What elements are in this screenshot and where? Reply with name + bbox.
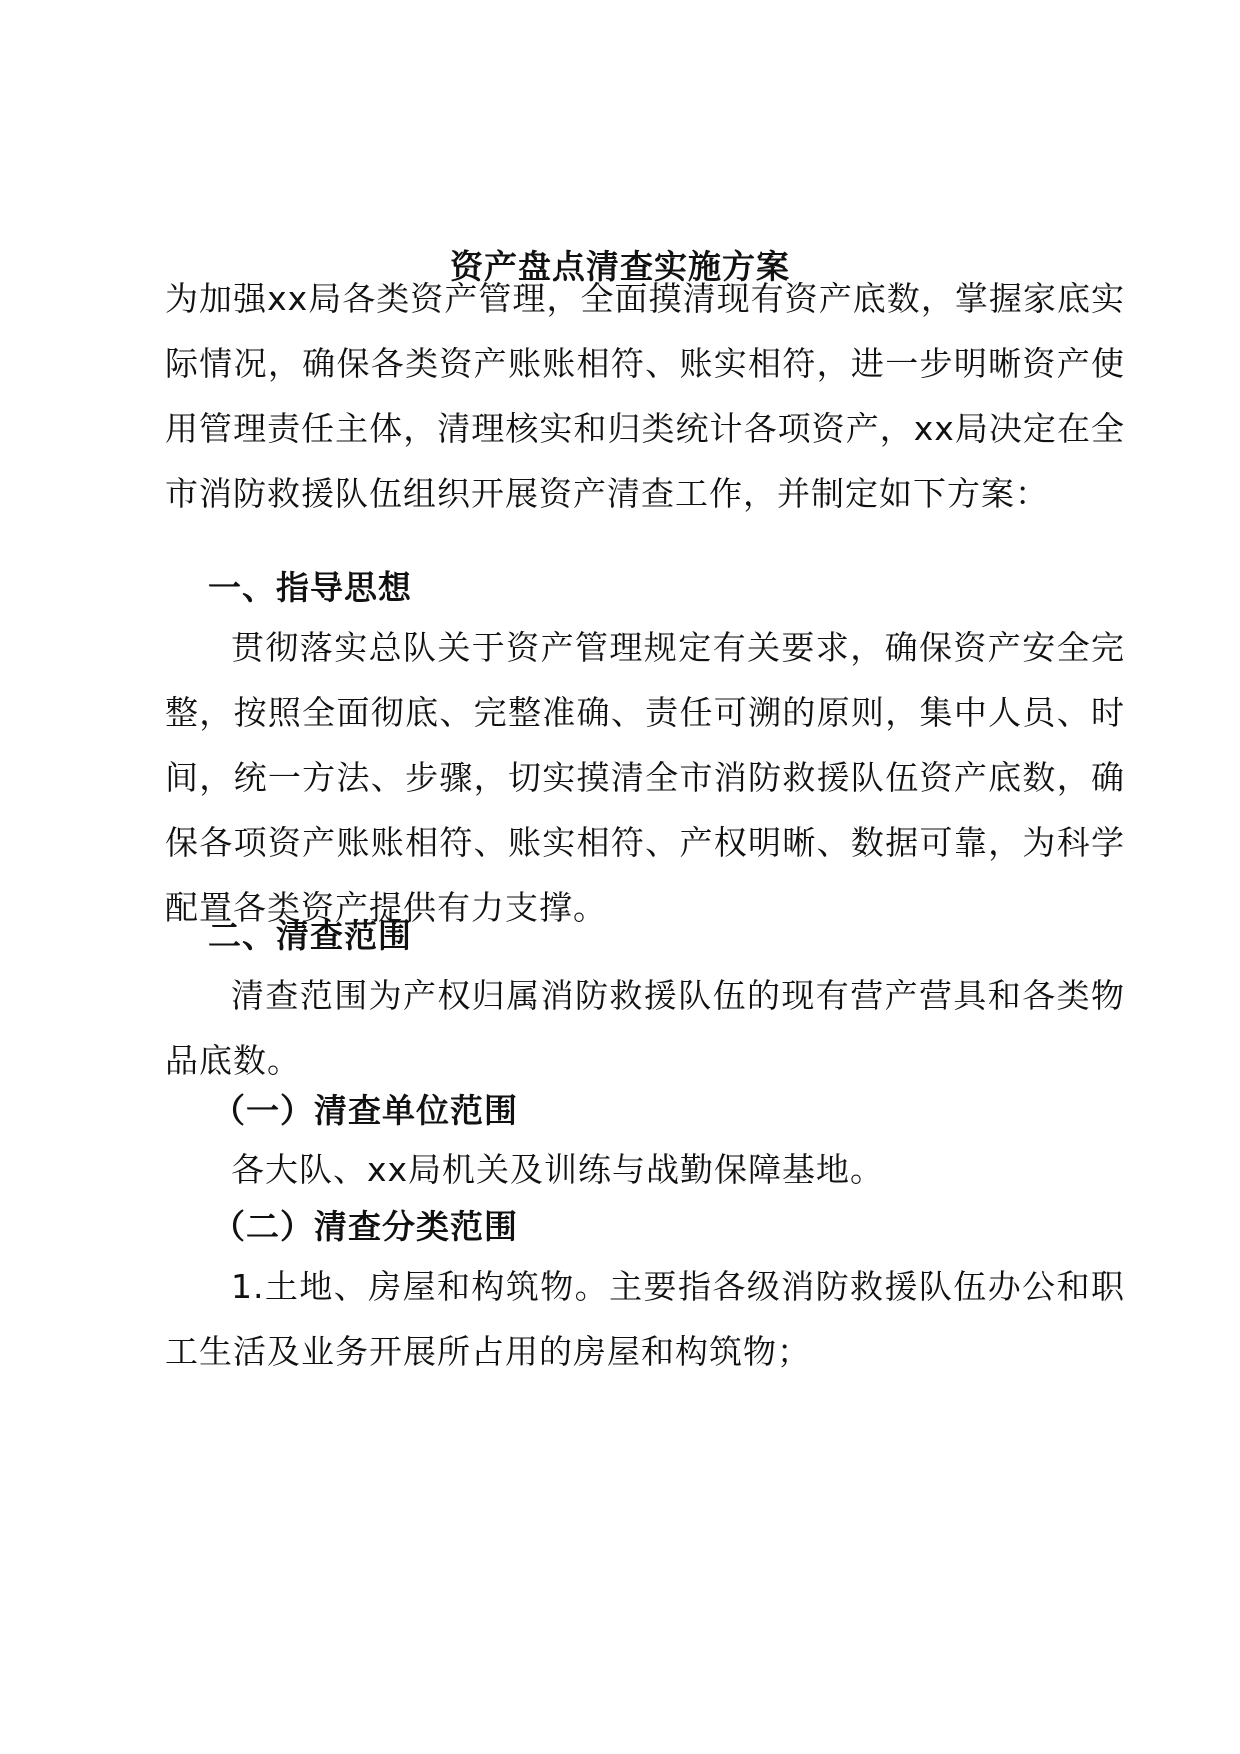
subsection-2-heading: （二）清查分类范围 — [212, 1207, 518, 1246]
intro-paragraph: 为加强xx局各类资产管理，全面摸清现有资产底数，掌握家底实际情况，确保各类资产账账相符、账实相符，进一步明晰资产使用管理责任主体，清理核实和归类统计各项资产，xx局决定在全市消防救援队伍组织开展资产清查工作，并制定如下方案： — [165, 279, 1125, 513]
section-2-heading: 二、清查范围 — [208, 916, 412, 955]
section-2-paragraph: 清查范围为产权归属消防救援队伍的现有营产营具和各类物品底数。 — [165, 976, 1125, 1080]
subsection-1-paragraph: 各大队、xx局机关及训练与战勤保障基地。 — [231, 1150, 885, 1189]
section-1-heading: 一、指导思想 — [208, 568, 412, 607]
subsection-1-heading: （一）清查单位范围 — [212, 1091, 518, 1130]
document-title: 资产盘点清查实施方案 — [450, 247, 790, 286]
subsection-2-item-1: 1.土地、房屋和构筑物。主要指各级消防救援队伍办公和职工生活及业务开展所占用的房屋和构筑物； — [165, 1267, 1125, 1371]
section-1-paragraph: 贯彻落实总队关于资产管理规定有关要求，确保资产安全完整，按照全面彻底、完整准确、责任可溯的原则，集中人员、时间，统一方法、步骤，切实摸清全市消防救援队伍资产底数，确保各项资产账账相符、账实相符、产权明晰、数据可靠，为科学配置各类资产提供有力支撑。 — [165, 628, 1125, 927]
